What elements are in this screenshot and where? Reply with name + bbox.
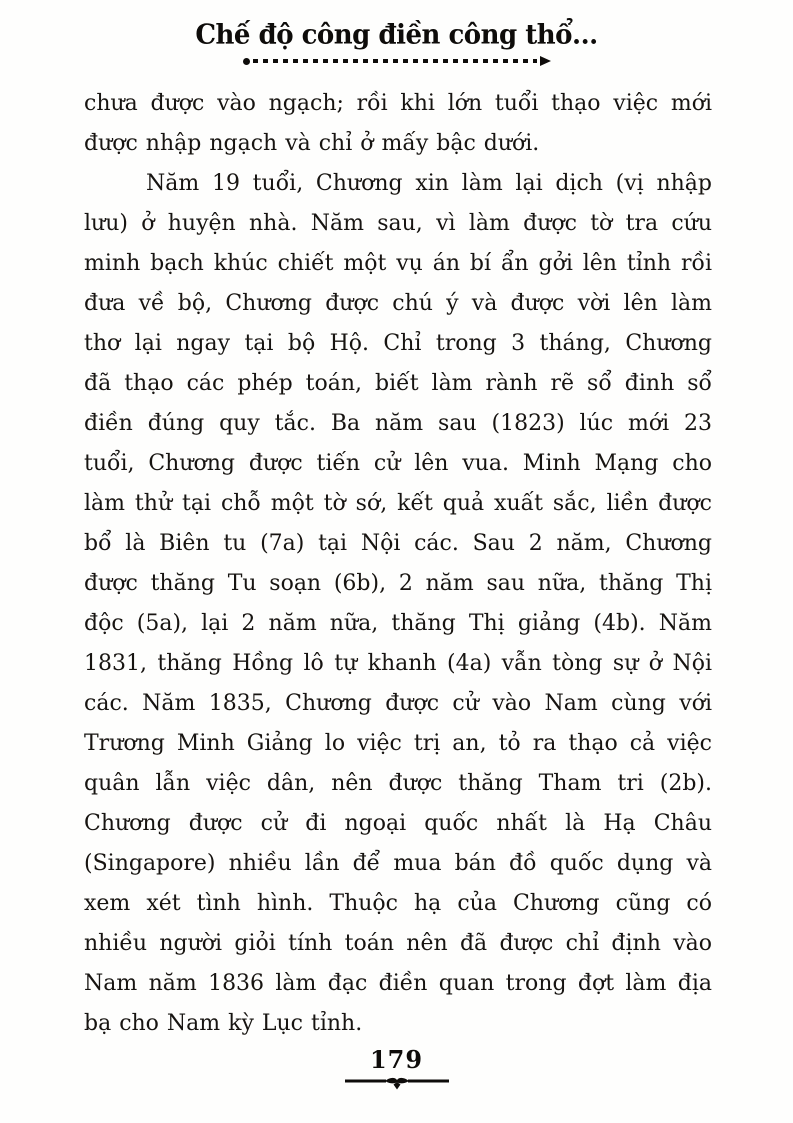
text-line: xem xét tình hình. Thuộc hạ của Chương cũng có (84, 891, 712, 916)
header-dashed-rule (243, 57, 551, 65)
text-line: Trương Minh Giảng lo việc trị an, tỏ ra thạo cả việc (84, 731, 712, 756)
text-line: các. Năm 1835, Chương được cử vào Nam cùng với (84, 691, 712, 716)
text-line: thơ lại ngay tại bộ Hộ. Chỉ trong 3 tháng, Chương (84, 331, 712, 356)
text-line: được nhập ngạch và chỉ ở mấy bậc dưới. (84, 131, 540, 156)
text-line: bạ cho Nam kỳ Lục tỉnh. (84, 1011, 363, 1036)
body-text (84, 84, 712, 1044)
text-line: độc (5a), lại 2 năm nữa, thăng Thị giảng (4b). Năm (84, 611, 712, 636)
text-line: đã thạo các phép toán, biết làm rành rẽ sổ đinh sổ (84, 371, 712, 396)
text-line: nhiều người giỏi tính toán nên đã được chỉ định vào (84, 931, 712, 956)
rule-dot-icon (243, 58, 250, 65)
text-line: minh bạch khúc chiết một vụ án bí ẩn gởi lên tỉnh rồi (84, 251, 712, 276)
text-line: đưa về bộ, Chương được chú ý và được vời lên làm (84, 291, 712, 316)
page-number: 179 (369, 1045, 424, 1074)
text-line: làm thử tại chỗ một tờ sớ, kết quả xuất sắc, liền được (84, 491, 712, 516)
text-line: được thăng Tu soạn (6b), 2 năm sau nữa, thăng Thị (84, 571, 712, 596)
running-header (0, 20, 793, 50)
text-line: điền đúng quy tắc. Ba năm sau (1823) lúc mới 23 (84, 411, 712, 436)
text-line: Năm 19 tuổi, Chương xin làm lại dịch (vị nhập (146, 171, 712, 196)
text-line: quân lẫn việc dân, nên được thăng Tham tri (2b). (84, 771, 712, 796)
rule-dashes (253, 59, 537, 63)
text-line: chưa được vào ngạch; rồi khi lớn tuổi thạo việc mới (84, 91, 712, 116)
text-line: (Singapore) nhiều lần để mua bán đồ quốc dụng và (84, 851, 712, 876)
footer-ornament-icon (345, 1076, 449, 1090)
running-header-title: Chế độ công điền công thổ... (195, 19, 598, 51)
text-line: Chương được cử đi ngoại quốc nhất là Hạ Châu (84, 811, 712, 836)
text-line: bổ là Biên tu (7a) tại Nội các. Sau 2 năm, Chương (84, 531, 712, 556)
text-line: Nam năm 1836 làm đạc điền quan trong đợt làm địa (84, 971, 712, 996)
text-line: lưu) ở huyện nhà. Năm sau, vì làm được tờ tra cứu (84, 211, 712, 236)
text-line: tuổi, Chương được tiến cử lên vua. Minh Mạng cho (84, 451, 712, 476)
text-line: 1831, thăng Hồng lô tự khanh (4a) vẫn tòng sự ở Nội (84, 651, 712, 676)
page-footer (0, 1046, 793, 1094)
rule-arrow-icon (540, 56, 551, 66)
